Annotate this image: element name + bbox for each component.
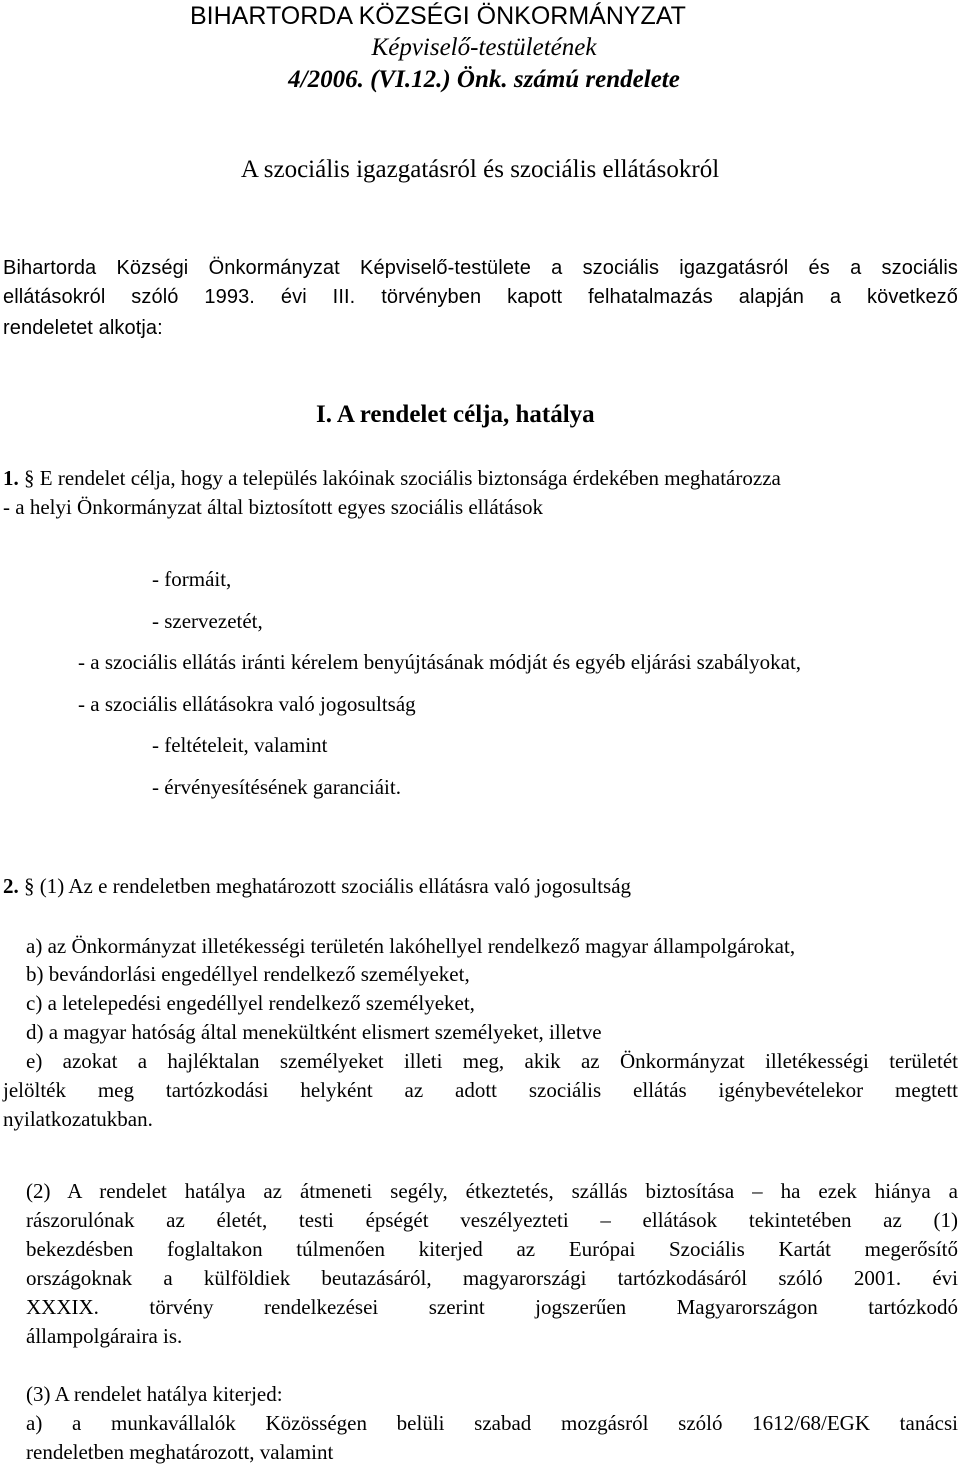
sub2-line: XXXIX. törvény rendelkezései szerint jogszerűen Magyarországon tartózkodó bbox=[26, 1295, 958, 1319]
sub3-line: a) a munkavállalók Közösségen belüli szabad mozgásról szóló 1612/68/EGK tanácsi bbox=[26, 1411, 958, 1435]
para2-list-item: b) bevándorlási engedéllyel rendelkező személyeket, bbox=[26, 962, 470, 986]
para2-sign: § bbox=[24, 874, 35, 898]
para1-number: 1. bbox=[3, 466, 19, 490]
intro-line-1: Bihartorda Községi Önkormányzat Képviselő-testülete a szociális igazgatásról és a szociális bbox=[3, 257, 958, 279]
para1-item: - feltételeit, valamint bbox=[152, 733, 328, 757]
para1-line-1 bbox=[3, 466, 781, 491]
section-heading: I. A rendelet célja, hatálya bbox=[316, 401, 595, 428]
sub2-line: bekezdésben foglaltakon túlmenően kiterjed az Európai Szociális Kartát megerősítő bbox=[26, 1237, 958, 1261]
para2-continuation: jelölték meg tartózkodási helyként az adott szociális ellátás igénybevételekor megtett bbox=[3, 1078, 958, 1102]
decree-title: A szociális igazgatásról és szociális ellátásokról bbox=[240, 156, 720, 183]
para1-text: E rendelet célja, hogy a település lakóinak szociális biztonsága érdekében meghatározza bbox=[39, 466, 781, 490]
para1-item: - érvényesítésének garanciáit. bbox=[152, 775, 401, 799]
para1-sign: § bbox=[24, 466, 35, 490]
para1-item: - a szociális ellátásokra való jogosultság bbox=[78, 692, 416, 716]
sub3-line: rendeletben meghatározott, valamint bbox=[26, 1440, 334, 1464]
sub3-heading: (3) A rendelet hatálya kiterjed: bbox=[26, 1382, 283, 1406]
para1-item: - szervezetét, bbox=[152, 609, 263, 633]
sub2-line: országoknak a külföldiek beutazásáról, magyarországi tartózkodásáról szóló 2001. évi bbox=[26, 1266, 958, 1290]
intro-line-2: ellátásokról szóló 1993. évi III. törvényben kapott felhatalmazás alapján a következő bbox=[3, 286, 958, 308]
para2-list-item: d) a magyar hatóság által menekültként elismert személyeket, illetve bbox=[26, 1020, 602, 1044]
org-name: BIHARTORDA KÖZSÉGI ÖNKORMÁNYZAT bbox=[190, 2, 686, 30]
para2-text: (1) Az e rendeletben meghatározott szociális ellátásra való jogosultság bbox=[39, 874, 632, 898]
council-name: Képviselő-testületének bbox=[371, 34, 597, 61]
decree-number: 4/2006. (VI.12.) Önk. számú rendelete bbox=[288, 66, 680, 93]
intro-line-3: rendeletet alkotja: bbox=[3, 317, 163, 339]
sub2-line: állampolgáraira is. bbox=[26, 1324, 183, 1348]
para2-list-item: e) azokat a hajléktalan személyeket illeti meg, akik az Önkormányzat illetékességi területét bbox=[26, 1049, 958, 1073]
para2-list-item: a) az Önkormányzat illetékességi területén lakóhellyel rendelkező magyar állampolgárokat, bbox=[26, 934, 796, 958]
para1-item: - a szociális ellátás iránti kérelem benyújtásának módját és egyéb eljárási szabályokat, bbox=[78, 650, 802, 674]
para2-continuation: nyilatkozatukban. bbox=[3, 1107, 153, 1131]
para2-number: 2. bbox=[3, 874, 19, 898]
para2-list-item: c) a letelepedési engedéllyel rendelkező személyeket, bbox=[26, 991, 475, 1015]
para1-item: - formáit, bbox=[152, 567, 232, 591]
sub2-line: rászorulónak az életét, testi épségét veszélyezteti – ellátások tekintetében az (1) bbox=[26, 1208, 958, 1232]
para1-line-2: - a helyi Önkormányzat által biztosított egyes szociális ellátások bbox=[3, 495, 544, 519]
para2-line-1 bbox=[3, 874, 631, 899]
sub2-line: (2) A rendelet hatálya az átmeneti segély, étkeztetés, szállás biztosítása – ha ezek hiánya a bbox=[26, 1179, 958, 1203]
